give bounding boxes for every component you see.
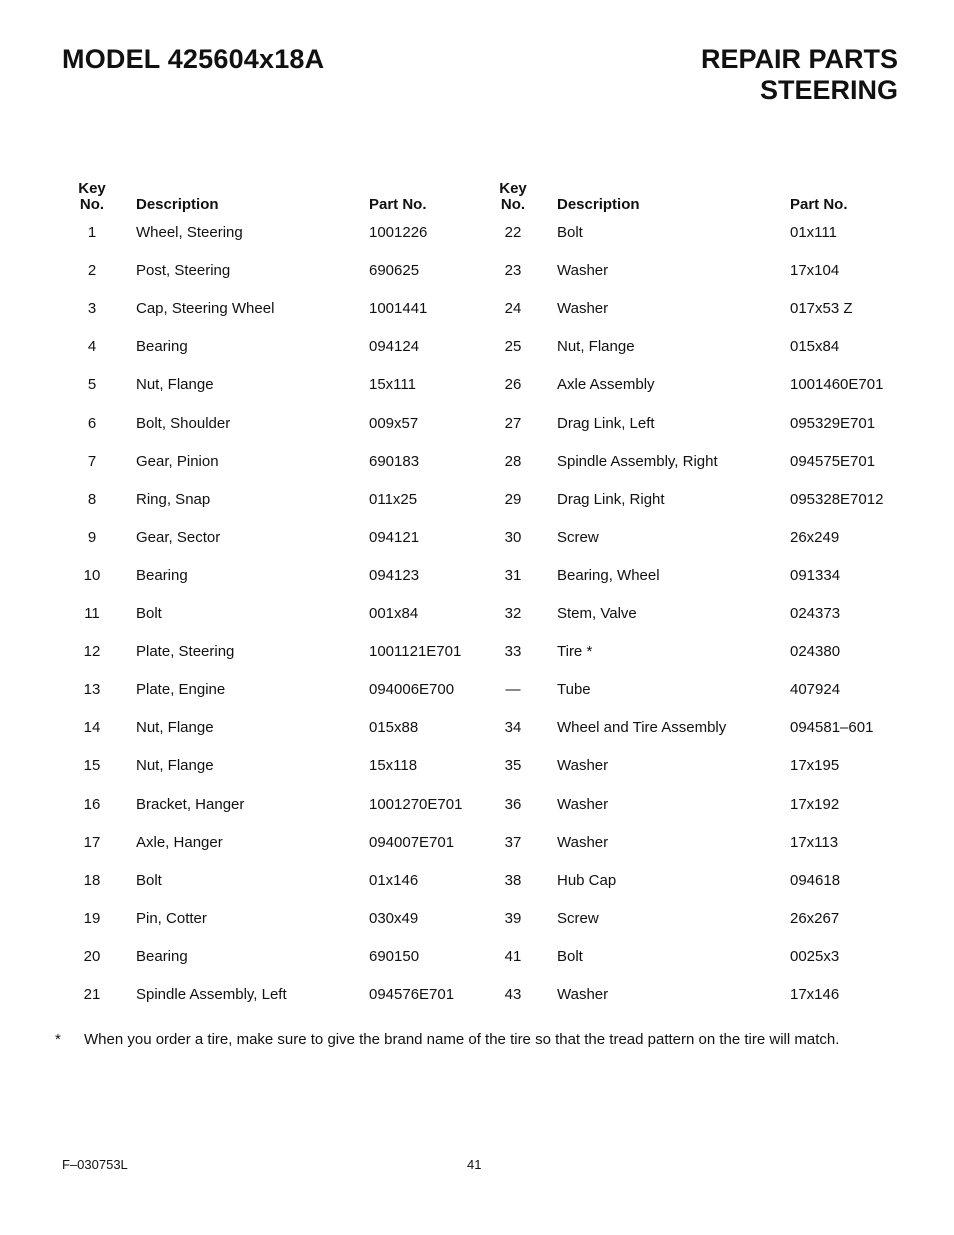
part-number: 26x249 — [790, 529, 840, 546]
key-number: 30 — [504, 529, 522, 546]
part-number: 094581–601 — [790, 719, 874, 736]
part-number: 01x146 — [369, 872, 419, 889]
part-description: Bolt — [136, 605, 162, 622]
part-number: 094121 — [369, 529, 420, 546]
part-description: Spindle Assembly, Left — [136, 986, 287, 1003]
part-description: Nut, Flange — [136, 719, 214, 736]
part-number: 015x84 — [790, 338, 840, 355]
part-description: Bearing, Wheel — [557, 567, 660, 584]
part-description: Wheel, Steering — [136, 224, 243, 241]
part-description: Bolt — [136, 872, 162, 889]
part-description: Stem, Valve — [557, 605, 637, 622]
part-number: 095329E701 — [790, 415, 876, 432]
left-description-header: Description — [136, 196, 219, 213]
part-number: 17x113 — [790, 834, 839, 851]
key-number: 25 — [504, 338, 522, 355]
part-number: 17x104 — [790, 262, 840, 279]
key-number: 7 — [87, 453, 97, 470]
key-number: 6 — [87, 415, 97, 432]
part-number: 094124 — [369, 338, 420, 355]
part-number: 001x84 — [369, 605, 419, 622]
key-number: 4 — [87, 338, 97, 355]
part-number: 017x53 Z — [790, 300, 853, 317]
part-description: Spindle Assembly, Right — [557, 453, 718, 470]
part-number: 1001226 — [369, 224, 428, 241]
part-number: 01x111 — [790, 224, 837, 241]
part-description: Nut, Flange — [136, 757, 214, 774]
part-number: 15x111 — [369, 376, 416, 393]
key-number: 21 — [83, 986, 101, 1003]
part-number: 1001441 — [369, 300, 428, 317]
footnote-marker: * — [55, 1031, 61, 1048]
document-code: F–030753L — [62, 1157, 128, 1172]
section-title-line2: STEERING — [759, 75, 898, 105]
key-number: 24 — [504, 300, 522, 317]
key-number: — — [505, 681, 521, 698]
part-description: Axle, Hanger — [136, 834, 223, 851]
key-header-line2: No. — [500, 196, 526, 213]
part-description: Screw — [557, 529, 599, 546]
key-number: 3 — [87, 300, 97, 317]
key-number: 31 — [504, 567, 522, 584]
part-description: Bearing — [136, 567, 188, 584]
part-number: 17x195 — [790, 757, 840, 774]
key-number: 8 — [87, 491, 97, 508]
part-description: Pin, Cotter — [136, 910, 207, 927]
part-number: 009x57 — [369, 415, 419, 432]
key-number: 27 — [504, 415, 522, 432]
part-description: Ring, Snap — [136, 491, 211, 508]
key-number: 16 — [83, 796, 101, 813]
part-number: 17x146 — [790, 986, 840, 1003]
part-number: 024380 — [790, 643, 841, 660]
part-number: 015x88 — [369, 719, 419, 736]
key-number: 23 — [504, 262, 522, 279]
part-number: 091334 — [790, 567, 841, 584]
key-header-line1: Key — [499, 180, 527, 197]
key-number: 5 — [87, 376, 97, 393]
part-number: 024373 — [790, 605, 841, 622]
key-number: 10 — [83, 567, 101, 584]
part-number: 095328E7012 — [790, 491, 884, 508]
key-number: 2 — [87, 262, 97, 279]
key-number: 36 — [504, 796, 522, 813]
key-number: 33 — [504, 643, 522, 660]
key-number: 34 — [504, 719, 522, 736]
key-number: 18 — [83, 872, 101, 889]
key-number: 37 — [504, 834, 522, 851]
key-number: 43 — [504, 986, 522, 1003]
part-description: Bearing — [136, 948, 188, 965]
part-description: Gear, Pinion — [136, 453, 219, 470]
part-number: 1001460E701 — [790, 376, 884, 393]
key-header-line2: No. — [79, 196, 105, 213]
section-title — [701, 44, 898, 106]
part-description: Bolt — [557, 224, 583, 241]
part-number: 094123 — [369, 567, 420, 584]
part-description: Nut, Flange — [136, 376, 214, 393]
part-description: Washer — [557, 300, 609, 317]
part-description: Drag Link, Left — [557, 415, 655, 432]
part-number: 17x192 — [790, 796, 840, 813]
right-description-header: Description — [557, 196, 640, 213]
page-number: 41 — [467, 1157, 482, 1172]
part-description: Nut, Flange — [557, 338, 635, 355]
part-description: Hub Cap — [557, 872, 617, 889]
part-number: 094575E701 — [790, 453, 876, 470]
key-number: 14 — [83, 719, 101, 736]
part-number: 1001270E701 — [369, 796, 463, 813]
key-number: 26 — [504, 376, 522, 393]
part-number: 690625 — [369, 262, 420, 279]
part-number: 011x25 — [369, 491, 418, 508]
key-number: 29 — [504, 491, 522, 508]
key-number: 35 — [504, 757, 522, 774]
part-number: 0025x3 — [790, 948, 840, 965]
model-title: MODEL 425604x18A — [62, 44, 325, 74]
part-description: Cap, Steering Wheel — [136, 300, 275, 317]
part-description: Washer — [557, 796, 609, 813]
part-description: Axle Assembly — [557, 376, 655, 393]
part-number: 1001121E701 — [369, 643, 462, 660]
key-header-line1: Key — [78, 180, 106, 197]
key-number: 9 — [87, 529, 97, 546]
part-number: 15x118 — [369, 757, 418, 774]
right-part-header: Part No. — [790, 196, 848, 213]
section-title-line1: REPAIR PARTS — [700, 44, 898, 74]
part-description: Washer — [557, 834, 609, 851]
key-number: 12 — [83, 643, 101, 660]
part-description: Gear, Sector — [136, 529, 221, 546]
key-number: 28 — [504, 453, 522, 470]
left-key-header — [72, 181, 112, 213]
part-description: Bolt — [557, 948, 583, 965]
key-number: 32 — [504, 605, 522, 622]
key-number: 11 — [84, 605, 100, 622]
part-description: Bolt, Shoulder — [136, 415, 231, 432]
part-description: Plate, Engine — [136, 681, 226, 698]
part-number: 690183 — [369, 453, 420, 470]
key-number: 19 — [83, 910, 101, 927]
part-description: Washer — [557, 986, 609, 1003]
part-description: Tire * — [557, 643, 593, 660]
part-description: Screw — [557, 910, 599, 927]
part-number: 094576E701 — [369, 986, 455, 1003]
right-key-header — [493, 181, 533, 213]
key-number: 20 — [83, 948, 101, 965]
part-description: Bracket, Hanger — [136, 796, 245, 813]
part-description: Drag Link, Right — [557, 491, 665, 508]
key-number: 13 — [83, 681, 101, 698]
key-number: 41 — [504, 948, 522, 965]
part-number: 690150 — [369, 948, 420, 965]
key-number: 17 — [83, 834, 101, 851]
part-number: 030x49 — [369, 910, 419, 927]
key-number: 39 — [504, 910, 522, 927]
part-number: 094007E701 — [369, 834, 455, 851]
part-number: 407924 — [790, 681, 841, 698]
part-description: Wheel and Tire Assembly — [557, 719, 727, 736]
part-description: Bearing — [136, 338, 188, 355]
key-number: 22 — [504, 224, 522, 241]
part-number: 26x267 — [790, 910, 840, 927]
left-part-header: Part No. — [369, 196, 427, 213]
part-description: Post, Steering — [136, 262, 231, 279]
key-number: 38 — [504, 872, 522, 889]
part-number: 094618 — [790, 872, 841, 889]
part-description: Tube — [557, 681, 591, 698]
part-description: Washer — [557, 757, 609, 774]
key-number: 15 — [83, 757, 101, 774]
footnote-text: When you order a tire, make sure to give the brand name of the tire so that the tread pattern on the tire will match. — [84, 1031, 840, 1048]
part-description: Plate, Steering — [136, 643, 235, 660]
key-number: 1 — [87, 224, 97, 241]
part-number: 094006E700 — [369, 681, 455, 698]
part-description: Washer — [557, 262, 609, 279]
